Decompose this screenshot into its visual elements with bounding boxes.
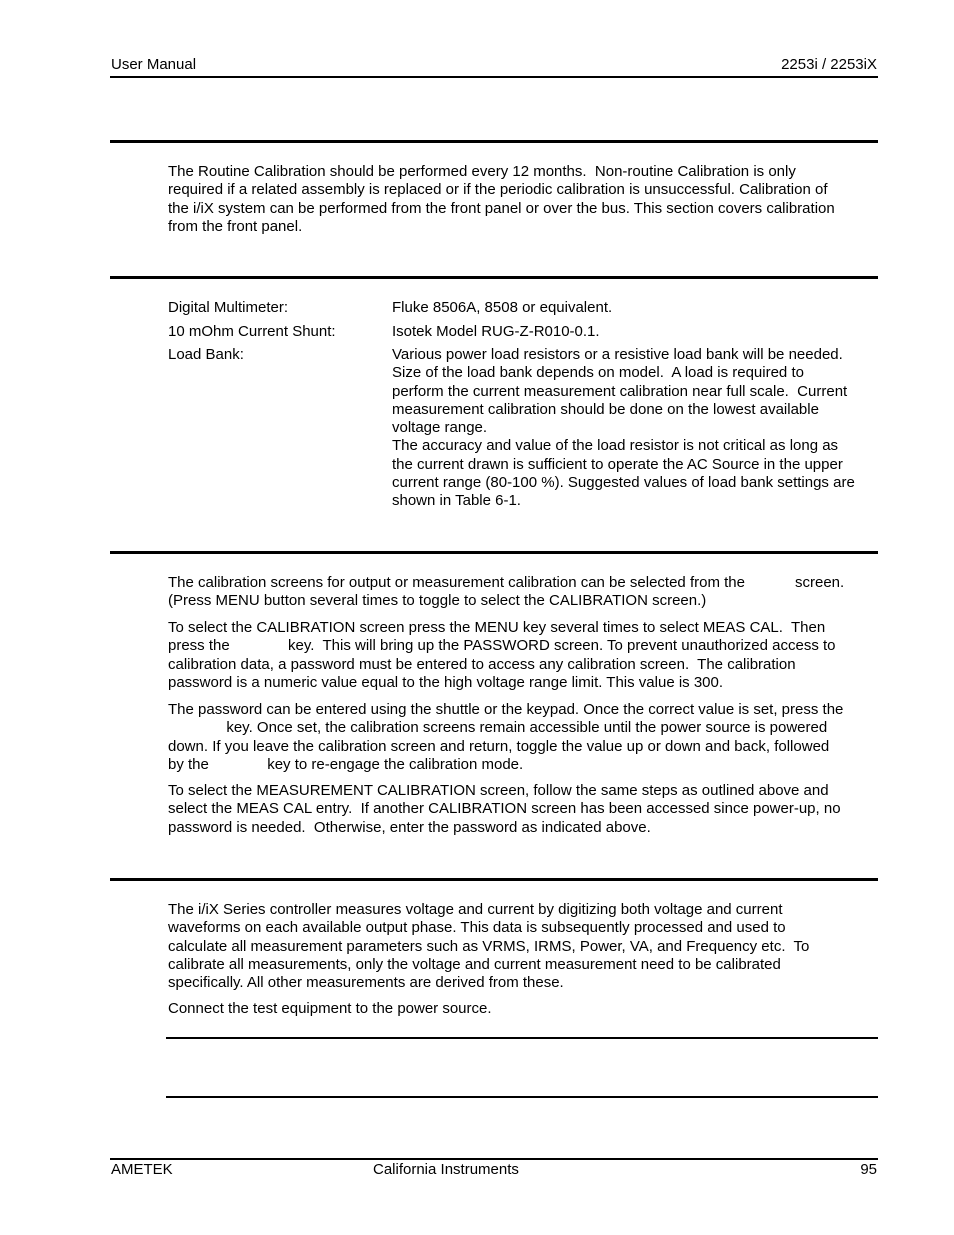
- header-right: 2253i / 2253iX: [781, 56, 877, 73]
- password-paragraph: The password can be entered using the shuttle or the keypad. Once the correct value is set, press the key. Once set, the calibration screens remain accessible until the power source is powered down. If you leave the calibration screen and return, toggle the value up or down and back, followed by the key to re-engage the calibration mode.: [168, 701, 844, 773]
- equipment-label-load-bank: Load Bank:: [168, 346, 244, 363]
- subsection-rule-2: [166, 1096, 878, 1098]
- equipment-desc-load-bank: Various power load resistors or a resistive load bank will be needed. Size of the load bank depends on model. A load is required to perform the current measurement calibration near full scale. Current measurement calibration should be done on the lowest available voltage range. The accuracy and value of the load resistor is not critical as long as the current drawn is sufficient to operate the AC Source in the upper current range (80-100 %). Suggested values of load bank settings are shown in Table 6-1.: [392, 346, 855, 510]
- section-rule-test-equipment: [110, 276, 878, 279]
- footer-left: AMETEK: [111, 1161, 173, 1178]
- routine-calibration-paragraph: The Routine Calibration should be performed every 12 months. Non-routine Calibration is only required if a related assembly is replaced or if the periodic calibration is unsuccessful. Calibration of the i/iX system can be performed from the front panel or over the bus. This section covers calibration from the front panel.: [168, 163, 835, 235]
- subsection-rule-1: [166, 1037, 878, 1039]
- connect-equipment-paragraph: Connect the test equipment to the power source.: [168, 1000, 492, 1017]
- select-calibration-paragraph: To select the CALIBRATION screen press the MENU key several times to select MEAS CAL. Then press the key. This will bring up the PASSWORD screen. To prevent unauthorized access to calibration data, a password must be entered to access any calibration screen. The calibration password is a numeric value equal to the high voltage range limit. This value is 300.: [168, 619, 836, 691]
- calibration-screens-paragraph: The calibration screens for output or measurement calibration can be selected from the screen. (Press MENU button several times to toggle to select the CALIBRATION screen.): [168, 574, 845, 610]
- measurement-calibration-paragraph: To select the MEASUREMENT CALIBRATION screen, follow the same steps as outlined above and select the MEAS CAL entry. If another CALIBRATION screen has been accessed since power-up, no password is needed. Otherwise, enter the password as indicated above.: [168, 782, 841, 836]
- section-rule-measurement-calibration: [110, 878, 878, 881]
- header-rule: [110, 76, 878, 78]
- footer-center: California Instruments: [373, 1161, 519, 1178]
- equipment-desc-shunt: Isotek Model RUG-Z-R010-0.1.: [392, 323, 600, 340]
- equipment-desc-dmm: Fluke 8506A, 8508 or equivalent.: [392, 299, 613, 316]
- section-rule-front-panel-calibration: [110, 551, 878, 554]
- page-number: 95: [860, 1161, 877, 1178]
- section-rule-routine-calibration: [110, 140, 878, 143]
- controller-measurement-paragraph: The i/iX Series controller measures voltage and current by digitizing both voltage and current waveforms on each available output phase. This data is subsequently processed and used to calculate all measurement parameters such as VRMS, IRMS, Power, VA, and Frequency etc. To calibrate all measurements, only the voltage and current measurement need to be calibrated specifically. All other measurements are derived from these.: [168, 901, 810, 992]
- equipment-label-shunt: 10 mOhm Current Shunt:: [168, 323, 336, 340]
- equipment-label-dmm: Digital Multimeter:: [168, 299, 289, 316]
- footer-rule: [110, 1158, 878, 1160]
- header-left: User Manual: [111, 56, 197, 73]
